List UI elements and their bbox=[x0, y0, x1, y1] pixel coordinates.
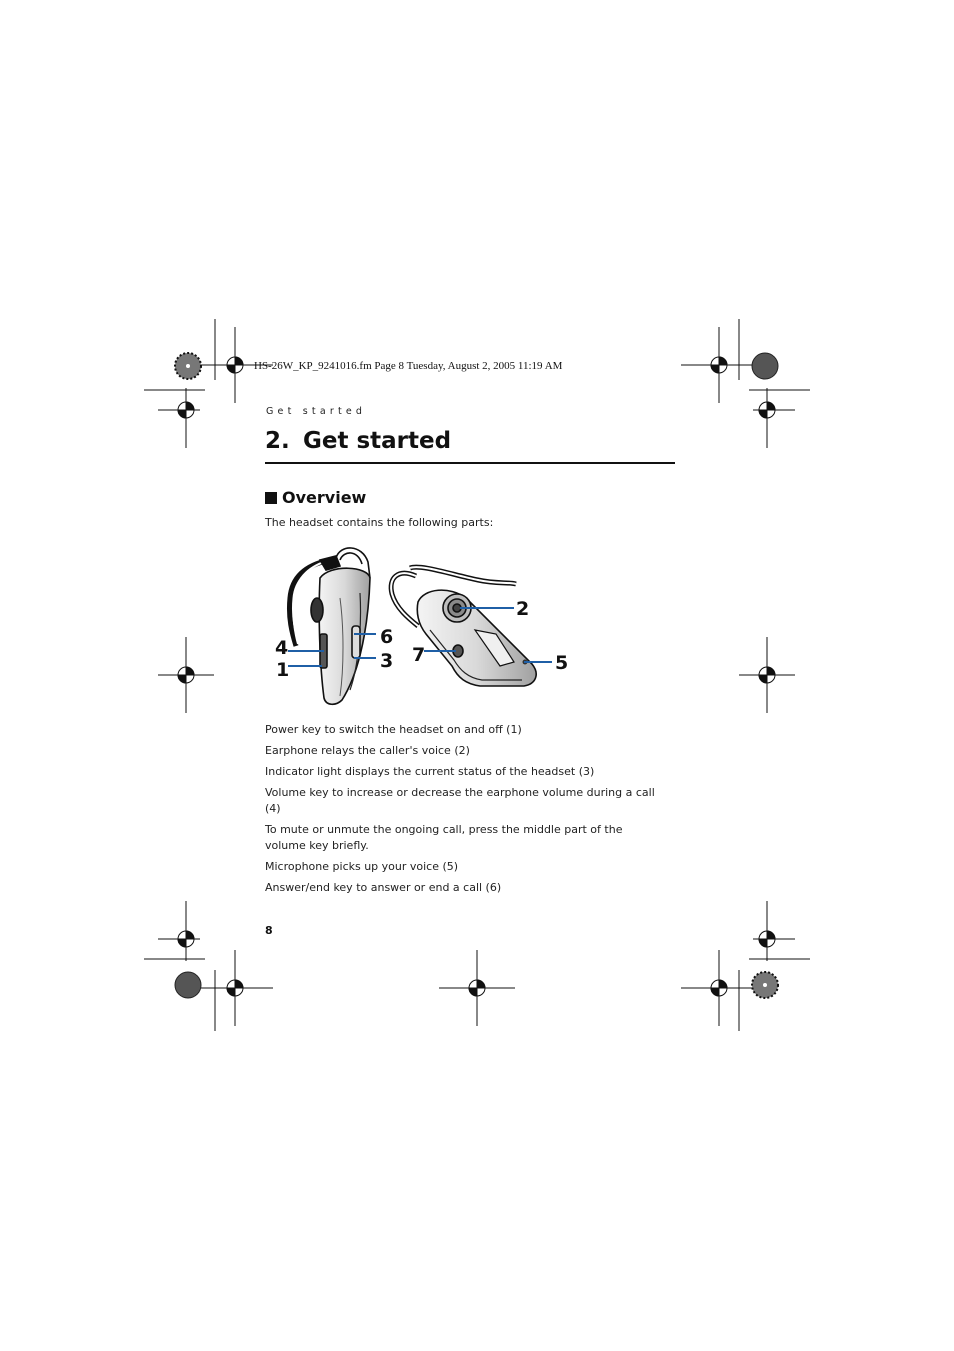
headset-front-view bbox=[391, 567, 536, 686]
list-item: Volume key to increase or decrease the earphone volume during a call (4) bbox=[265, 786, 655, 815]
chapter-title-text: Get started bbox=[303, 428, 452, 454]
list-item: To mute or unmute the ongoing call, press the middle part of the volume key briefly. bbox=[265, 823, 623, 852]
callout-6: 6 bbox=[380, 626, 394, 648]
callout-1: 1 bbox=[276, 659, 290, 681]
callout-5: 5 bbox=[555, 652, 569, 674]
headset-figure bbox=[270, 538, 580, 713]
title-rule bbox=[265, 462, 675, 464]
list-item: Earphone relays the caller's voice (2) bbox=[265, 744, 470, 757]
parts-list bbox=[265, 722, 665, 901]
list-item: Answer/end key to answer or end a call (6) bbox=[265, 881, 502, 894]
print-header: HS-26W_KP_9241016.fm Page 8 Tuesday, August 2, 2005 11:19 AM bbox=[254, 360, 563, 372]
list-item: Indicator light displays the current status of the headset (3) bbox=[265, 765, 595, 778]
headset-side-view bbox=[289, 548, 370, 704]
section-title-text: Overview bbox=[282, 488, 367, 507]
list-item: Power key to switch the headset on and off (1) bbox=[265, 723, 522, 736]
callout-4: 4 bbox=[275, 637, 289, 659]
list-item: Microphone picks up your voice (5) bbox=[265, 860, 459, 873]
section-heading bbox=[265, 488, 366, 507]
chapter-title bbox=[265, 428, 451, 454]
chapter-number: 2. bbox=[265, 428, 290, 454]
running-head: Get started bbox=[266, 406, 367, 417]
callout-3: 3 bbox=[380, 650, 394, 672]
callout-2: 2 bbox=[516, 598, 530, 620]
page-number: 8 bbox=[265, 924, 273, 937]
square-bullet-icon bbox=[265, 492, 277, 504]
callout-7: 7 bbox=[412, 644, 426, 666]
intro-text: The headset contains the following parts: bbox=[265, 516, 494, 529]
